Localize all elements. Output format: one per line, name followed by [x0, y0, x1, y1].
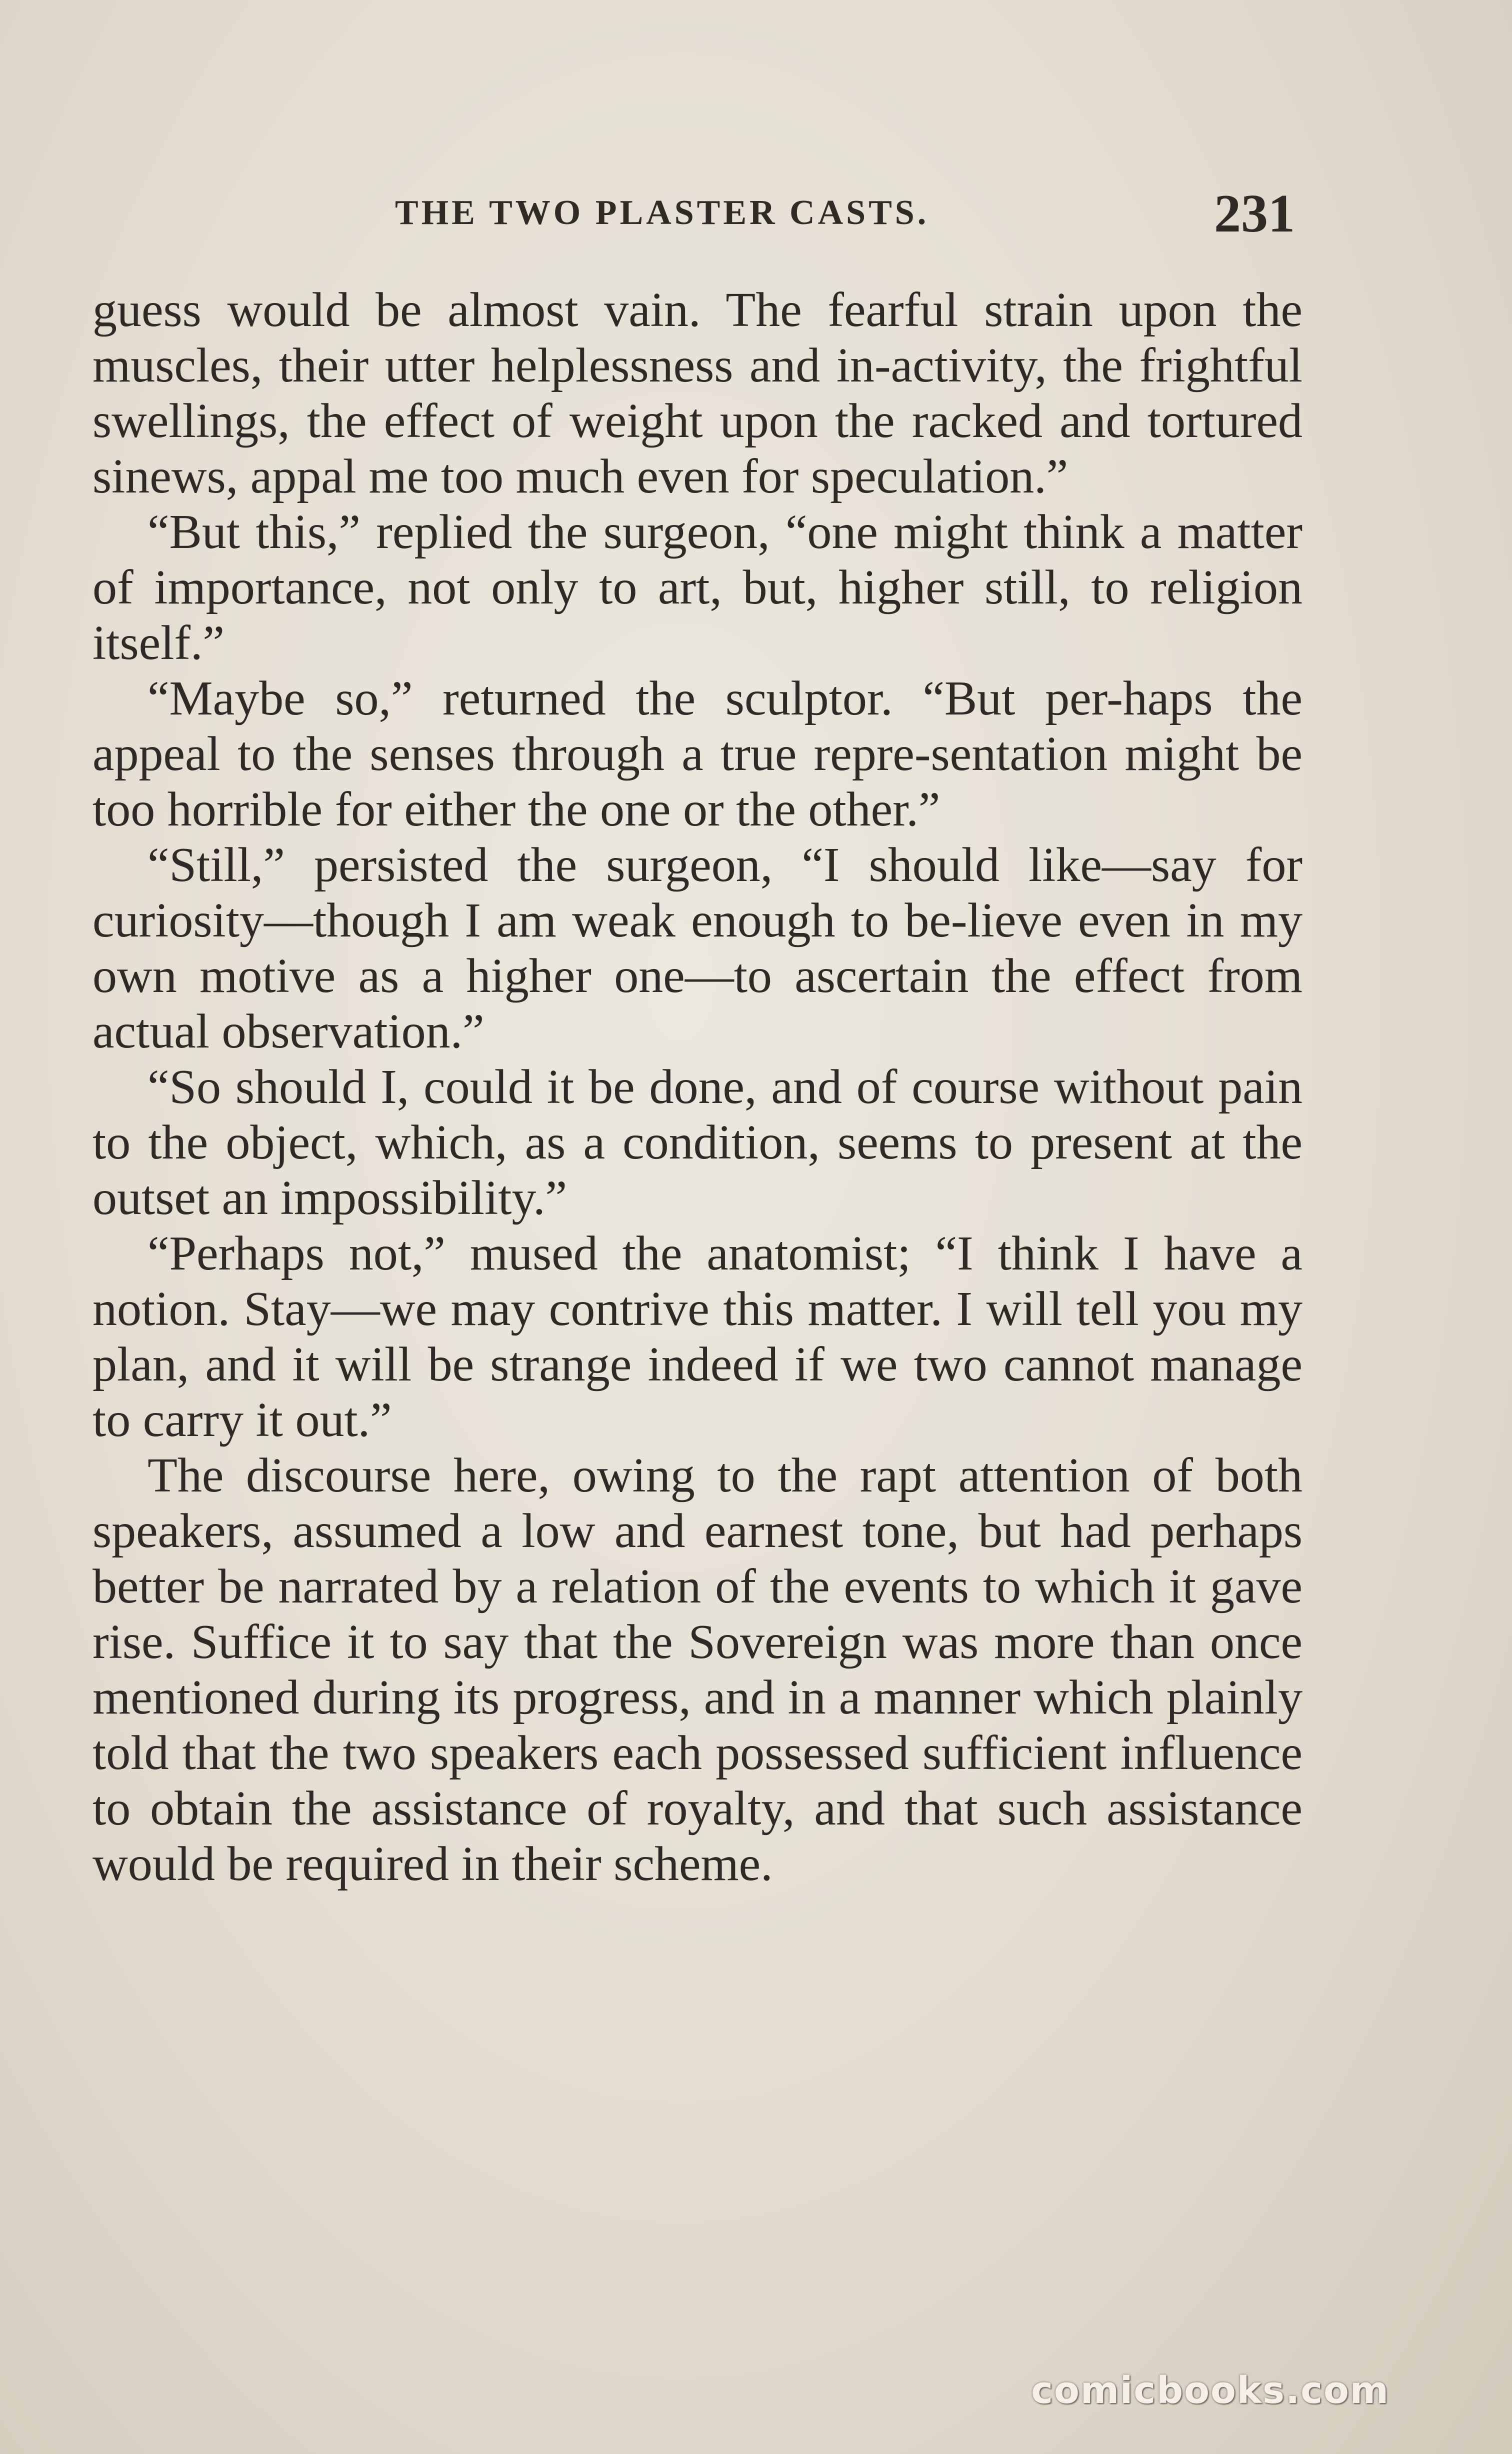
paragraph: “But this,” replied the surgeon, “one might think a matter of importance, not only to art, but, higher still, to religion itself.”: [92, 505, 1302, 670]
page-header: [90, 183, 1305, 244]
paragraph: The discourse here, owing to the rapt attention of both speakers, assumed a low and earnest tone, but had perhaps better be narrated by a relation of the events to which it gave rise. Suffice it to say that the Sovereign was more than once mentioned during its progress, and in a manner which plainly told that the two speakers each possessed sufficient influence to obtain the assistance of royalty, and that such assistance would be required in their scheme.: [92, 1448, 1302, 1891]
body-text: [92, 282, 1302, 1892]
watermark: comicbooks.com: [1031, 2369, 1390, 2412]
page-number: 231: [1214, 184, 1295, 244]
paragraph: “Perhaps not,” mused the anatomist; “I think I have a notion. Stay—we may contrive this matter. I will tell you my plan, and it will be strange indeed if we two cannot manage to carry it out.”: [92, 1226, 1302, 1447]
paragraph: “Still,” persisted the surgeon, “I should like—say for curiosity—though I am weak enough to be-lieve even in my own motive as a higher one—to ascertain the effect from actual observation.”: [92, 838, 1302, 1058]
paragraph: “So should I, could it be done, and of course without pain to the object, which, as a condition, seems to present at the outset an impossibility.”: [92, 1060, 1302, 1225]
running-title: THE TWO PLASTER CASTS.: [395, 194, 930, 232]
paragraph: “Maybe so,” returned the sculptor. “But per-haps the appeal to the senses through a true repre-sentation might be too horrible for either the one or the other.”: [92, 672, 1302, 836]
paragraph: guess would be almost vain. The fearful strain upon the muscles, their utter helplessness and in-activity, the frightful swellings, the effect of weight upon the racked and tortured sinews, appal me too much even for speculation.”: [92, 283, 1302, 504]
